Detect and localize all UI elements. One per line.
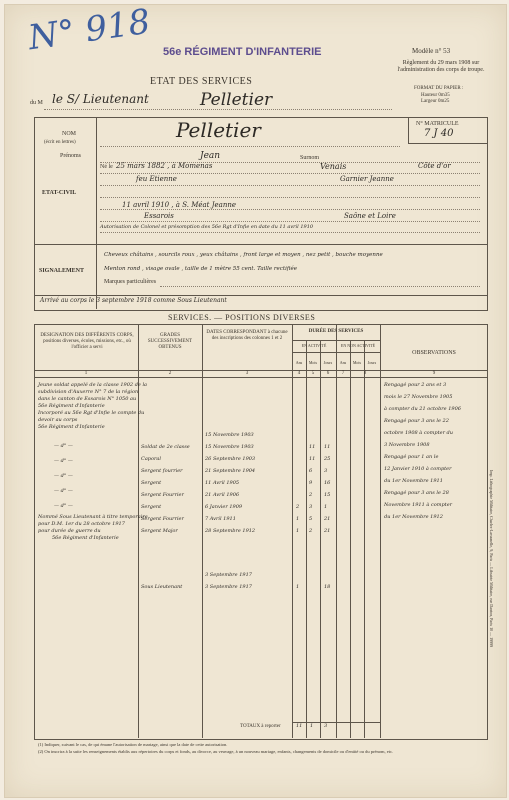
reglement-text: Règlement du 29 mars 1908 sur l'administration des corps de troupe. [397,60,485,73]
sub-ans-1: Ans [295,360,303,365]
designation-entry: — d° — [54,443,73,449]
row-mois: 11 [309,456,316,462]
footer-note-2: (2) On inscrira à la suite les renseignements établis aux répertoires du corps et fonds, au divorce, au veuvage, à un nouveau mariage, enfants, changements de domicile ou d'entité ou du prénom, etc. [38,749,394,754]
nom-label: NOM [62,131,77,137]
prenoms-value: Jean [200,151,221,161]
row-date: 3 Septembre 1917 [205,572,252,578]
domicile-line [100,197,480,198]
sub-jours-2: Jours [367,360,377,365]
identity-divider [96,117,97,309]
row-grade: Sergent Fourrier [141,492,184,498]
designation-entry: devoir au corps [38,417,78,423]
totals-line [292,722,380,723]
designation-entry: — d° — [54,488,73,494]
service-row [139,468,381,480]
service-row [139,572,381,584]
nom-value: Pelletier [176,118,261,142]
row-grade: Caporal [141,456,161,462]
row-jours: 1 [324,504,328,510]
fils-value: feu Etienne [136,175,177,183]
mere-value: Garnier Jeanne [340,175,394,183]
domicilie-line [100,221,480,222]
col-num-7: 7 [341,371,345,376]
totals-label: TOTAUX à reporter [240,724,281,729]
totals-jours: 3 [324,723,328,729]
designation-entry: 56e Régiment d'Infanterie [38,403,105,409]
designation-entry: Nommé Sous Lieutenant à titre temporaire [38,514,148,520]
largeur-label: Largeur 0m25 [421,99,450,104]
col-observations-head: OBSERVATIONS [412,350,456,356]
row-grade: Sous Lieutenant [141,584,183,590]
fils-line [100,185,480,186]
col-num-4: 4 [297,371,301,376]
designation-entry: — d° — [54,503,73,509]
row-grade: Soldat de 2e classe [141,444,190,450]
col-non-activite-head: EN NON ACTIVITÉ [340,343,376,348]
col-num-1: 1 [84,371,88,376]
ne-label: Né le [100,164,113,170]
row-jours: 18 [324,584,331,590]
service-row [139,504,381,516]
marie-value: 11 avril 1910 , à S. Méat Jeanne [122,201,236,209]
marques-label: Marques particulières [104,279,157,285]
observation-entry: octobre 1908 à compter du [384,430,453,436]
marie-line [100,209,480,210]
col-num-8: 8 [363,371,367,376]
ne-value: 25 mars 1882 , à Momenas [116,162,213,170]
sub-ans-2: Ans [339,360,347,365]
nom-sub: (écrit en lettres) [44,140,76,145]
row-ans: 2 [296,504,300,510]
totals-mois: 1 [310,723,314,729]
designation-entry: pour durée de guerre du [38,528,101,534]
row-jours: 16 [324,480,331,486]
totals-ans: 11 [296,723,303,729]
designation-entry: subdivision d'Auxerre N° 7 de la région [38,389,139,395]
observation-entry: 12 Janvier 1910 à compter [384,466,452,472]
designation-entry: Incorporé au 56e Rgt d'Infie le compte du [38,410,145,416]
row-date: 3 Septembre 1917 [205,584,252,590]
row-grade: Sergent [141,504,162,510]
observation-entry: mois le 27 Novembre 1905 [384,394,453,400]
duree-split [292,340,380,341]
observation-entry: Rengagé pour 1 an le [384,454,439,460]
observation-entry: à compter du 21 octobre 1906 [384,406,461,412]
col-designation-head: DESIGNATION DES DIFFÉRENTS CORPS, positions diverses, écoles, missions, etc., où l'officier a servi [40,333,134,350]
row-mois: 2 [309,528,313,534]
col-num-3: 3 [245,371,249,376]
identity-separator [34,244,487,245]
col-num-6: 6 [326,371,330,376]
modele-label: Modèle n° 53 [412,47,451,55]
dept2-value: Saône et Loire [344,212,396,220]
page-title: ETAT DES SERVICES [150,76,253,87]
domicilie-value: Essarois [144,212,174,220]
observations-list [384,382,484,521]
col-dates-head: DATES CORRESPONDANT à chacune des inscriptions des colonnes 1 et 2 [206,330,288,341]
format-label: FORMAT DU PAPIER : [414,86,464,91]
observation-entry: Rengagé pour 3 ans le 22 [384,418,449,424]
row-jours: 15 [324,492,331,498]
row-ans: 1 [296,528,300,534]
observation-entry: Novembre 1911 à compter [384,502,453,508]
service-row [139,516,381,528]
printer-imprint: Imp. Lithographie Militaire, Charles-Lavauzelle, 9, Paris — Librairie Militaire, rue Danton, Paris 10 — 19999 [489,470,494,648]
header-rank: le S/ Lieutenant [52,92,149,106]
col-activite-head: EN ACTIVITÉ [301,343,327,348]
col-num-5: 5 [311,371,315,376]
handwritten-number: N° 918 [25,1,153,59]
activite-split [292,352,380,353]
observation-entry: 3 Novembre 1908 [384,442,430,448]
sub-jours-1: Jours [323,360,333,365]
dept-value: Côte d'or [418,162,451,170]
etat-civil-label: ETAT-CIVIL [42,190,77,196]
authorisation-line [100,232,480,233]
service-row [139,444,381,456]
services-title: SERVICES. — POSITIONS DIVERSES [168,313,316,322]
row-grade: Sergent [141,480,162,486]
col-duree-head: DURÉE DES SERVICES [308,329,364,334]
observation-entry: du 1er Novembre 1912 [384,514,443,520]
ne-line [100,173,480,174]
row-date: 11 Avril 1905 [205,480,240,486]
signalement-bottom [34,295,487,296]
signalement-label: SIGNALEMENT [39,268,85,274]
row-jours: 25 [324,456,331,462]
arrive-line: Arrivé au corps le 3 septembre 1918 comme Sous Lieutenant [40,297,227,304]
header-name: Pelletier [200,90,273,110]
row-jours: 11 [324,444,331,450]
row-jours: 21 [324,528,331,534]
hauteur-label: Hauteur 0m35 [421,93,450,98]
designation-entry: dans le canton de Essarois N° 1050 au [38,396,137,402]
observation-entry: du 1er Novembre 1911 [384,478,443,484]
designation-entry: pour D.M. 1er du 28 octobre 1917 [38,521,125,527]
row-mois: 9 [309,480,313,486]
col-num-9: 9 [432,371,436,376]
service-row [139,584,381,596]
header-underline [44,109,392,110]
row-date: 15 Novembre 1903 [205,432,254,438]
designation-entry: — d° — [54,458,73,464]
row-date: 7 Avril 1911 [205,516,236,522]
service-row [139,432,381,444]
row-ans: 1 [296,516,300,522]
sub-mois-2: Mois [352,360,362,365]
row-mois: 2 [309,492,313,498]
row-date: 28 Septembre 1912 [205,528,256,534]
designation-entry: — d° — [54,473,73,479]
service-row [139,528,381,540]
observation-entry: Rengagé pour 2 ans et 3 [384,382,447,388]
designation-entry: Jeune soldat appelé de la classe 1902 de la [38,382,148,388]
nom-line [100,146,400,147]
row-date: 21 Septembre 1904 [205,468,256,474]
designation-entry: 56e Régiment d'Infanterie [38,424,105,430]
row-date: 26 Septembre 1903 [205,456,256,462]
service-row [139,480,381,492]
services-header-bottom [34,377,487,378]
du-prefix: du M [30,100,43,106]
row-ans: 1 [296,584,300,590]
matricule-value: 7 J 40 [424,128,454,139]
col-num-2: 2 [168,371,172,376]
row-mois: 11 [309,444,316,450]
service-row [139,492,381,504]
designation-entry: 56e Régiment d'Infanterie [52,535,119,541]
service-row [139,456,381,468]
authorisation-value: Autorisation de Colonel et présomption des 56e Rgt d'Infie en date du 11 avril 1910 [100,224,314,230]
row-jours: 21 [324,516,331,522]
service-rows [139,432,381,596]
row-date: 21 Avril 1906 [205,492,240,498]
marques-line [160,286,480,287]
designation-list [38,382,148,542]
matricule-label: N° MATRICULE [416,121,459,127]
service-row [139,540,381,572]
menton-line: Menton rond , visage ovale , taille de 1 mètre 55 cent. Taille rectifiée [104,266,298,272]
surnom-label: Surnom [300,155,320,161]
cheveux-line: Cheveux châtains , sourcils roux , yeux châtains , front large et moyen , nez petit , bouche moyenne [104,252,383,258]
prenoms-label: Prénoms [60,153,81,159]
footer-note-1: (1) Indiquer, suivant le cas, de qui émane l'autorisation de mariage, ainsi que la date de cette autorisation. [38,742,228,747]
row-date: 15 Novembre 1903 [205,444,254,450]
observation-entry: Rengagé pour 3 ans le 28 [384,490,449,496]
row-grade: Sergent Major [141,528,178,534]
row-grade: Sergent fourrier [141,468,183,474]
canton-value: Venais [320,162,347,171]
row-mois: 5 [309,516,313,522]
row-mois: 3 [309,504,313,510]
sub-mois-1: Mois [308,360,318,365]
row-jours: 3 [324,468,328,474]
col-grades-head: GRADES SUCCESSIVEMENT OBTENUS [147,333,193,350]
row-mois: 6 [309,468,313,474]
row-grade: Sergent Fourrier [141,516,184,522]
regiment-stamp: 56e RÉGIMENT D'INFANTERIE [163,46,322,58]
row-date: 6 Janvier 1909 [205,504,243,510]
